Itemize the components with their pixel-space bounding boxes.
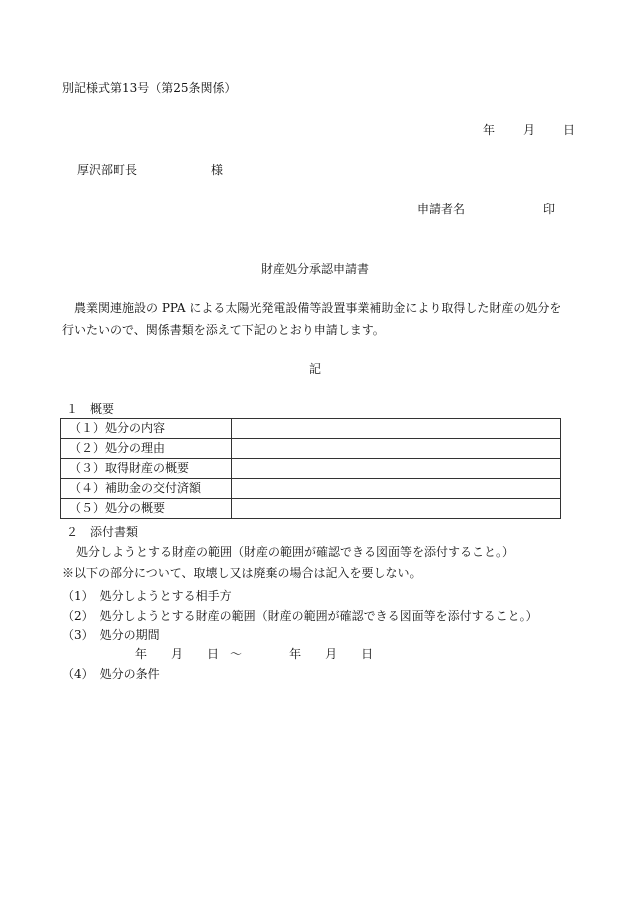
section2-heading: ２ 添付書類 <box>66 525 139 539</box>
row-value[interactable] <box>232 419 561 439</box>
body-line-2: 行いたいので、関係書類を添えて下記のとおり申請します。 <box>62 323 385 337</box>
row-label: （３）取得財産の概要 <box>61 459 232 479</box>
row-label: （４）補助金の交付済額 <box>61 479 232 499</box>
addressee-name: 厚沢部町長 <box>77 163 138 177</box>
to-year-unit: 年 <box>289 647 302 661</box>
table-row <box>61 459 561 479</box>
from-month-unit: 月 <box>171 647 184 661</box>
to-month-unit: 月 <box>325 647 338 661</box>
attachment-item-3: （3） 処分の期間 <box>62 628 160 642</box>
attachment-item-1: （1） 処分しようとする相手方 <box>62 589 232 603</box>
from-year-unit: 年 <box>135 647 148 661</box>
document-title: 財産処分承認申請書 <box>260 262 369 276</box>
outline-table <box>60 418 561 519</box>
table-row <box>61 499 561 519</box>
row-value[interactable] <box>232 479 561 499</box>
date-month-unit: 月 <box>523 123 536 137</box>
ki-heading: 記 <box>308 362 321 376</box>
date-line <box>483 123 575 137</box>
table-row <box>61 439 561 459</box>
row-label: （２）処分の理由 <box>61 439 232 459</box>
period-line <box>135 647 373 661</box>
row-value[interactable] <box>232 439 561 459</box>
body-text-1: 農業関連施設の PPA による太陽光発電設備等設置事業補助金により取得した財産の処分を <box>74 301 562 315</box>
from-day-unit: 日 <box>207 647 220 661</box>
to-day-unit: 日 <box>361 647 374 661</box>
addressee <box>77 163 223 177</box>
attachment-line: 処分しようとする財産の範囲（財産の範囲が確認できる図面等を添付すること。） <box>76 545 515 559</box>
attachment-item-4: （4） 処分の条件 <box>62 667 160 681</box>
addressee-honorific: 様 <box>211 163 224 177</box>
row-label: （１）処分の内容 <box>61 419 232 439</box>
attachment-note: ※以下の部分について、取壊し又は廃棄の場合は記入を要しない。 <box>62 566 422 580</box>
row-value[interactable] <box>232 459 561 479</box>
section1-heading: １ 概要 <box>66 402 115 416</box>
row-value[interactable] <box>232 499 561 519</box>
table-row <box>61 479 561 499</box>
attachment-item-2: （2） 処分しようとする財産の範囲（財産の範囲が確認できる図面等を添付すること。） <box>62 609 538 623</box>
seal-mark: 印 <box>543 202 556 216</box>
applicant-line <box>417 202 555 216</box>
row-label: （５）処分の概要 <box>61 499 232 519</box>
date-day-unit: 日 <box>563 123 576 137</box>
form-number: 別記様式第13号（第25条関係） <box>62 81 237 95</box>
body-line-1 <box>62 298 582 319</box>
applicant-label: 申請者名 <box>417 202 466 216</box>
period-tilde: ～ <box>230 647 243 661</box>
date-year-unit: 年 <box>483 123 496 137</box>
table-row <box>61 419 561 439</box>
